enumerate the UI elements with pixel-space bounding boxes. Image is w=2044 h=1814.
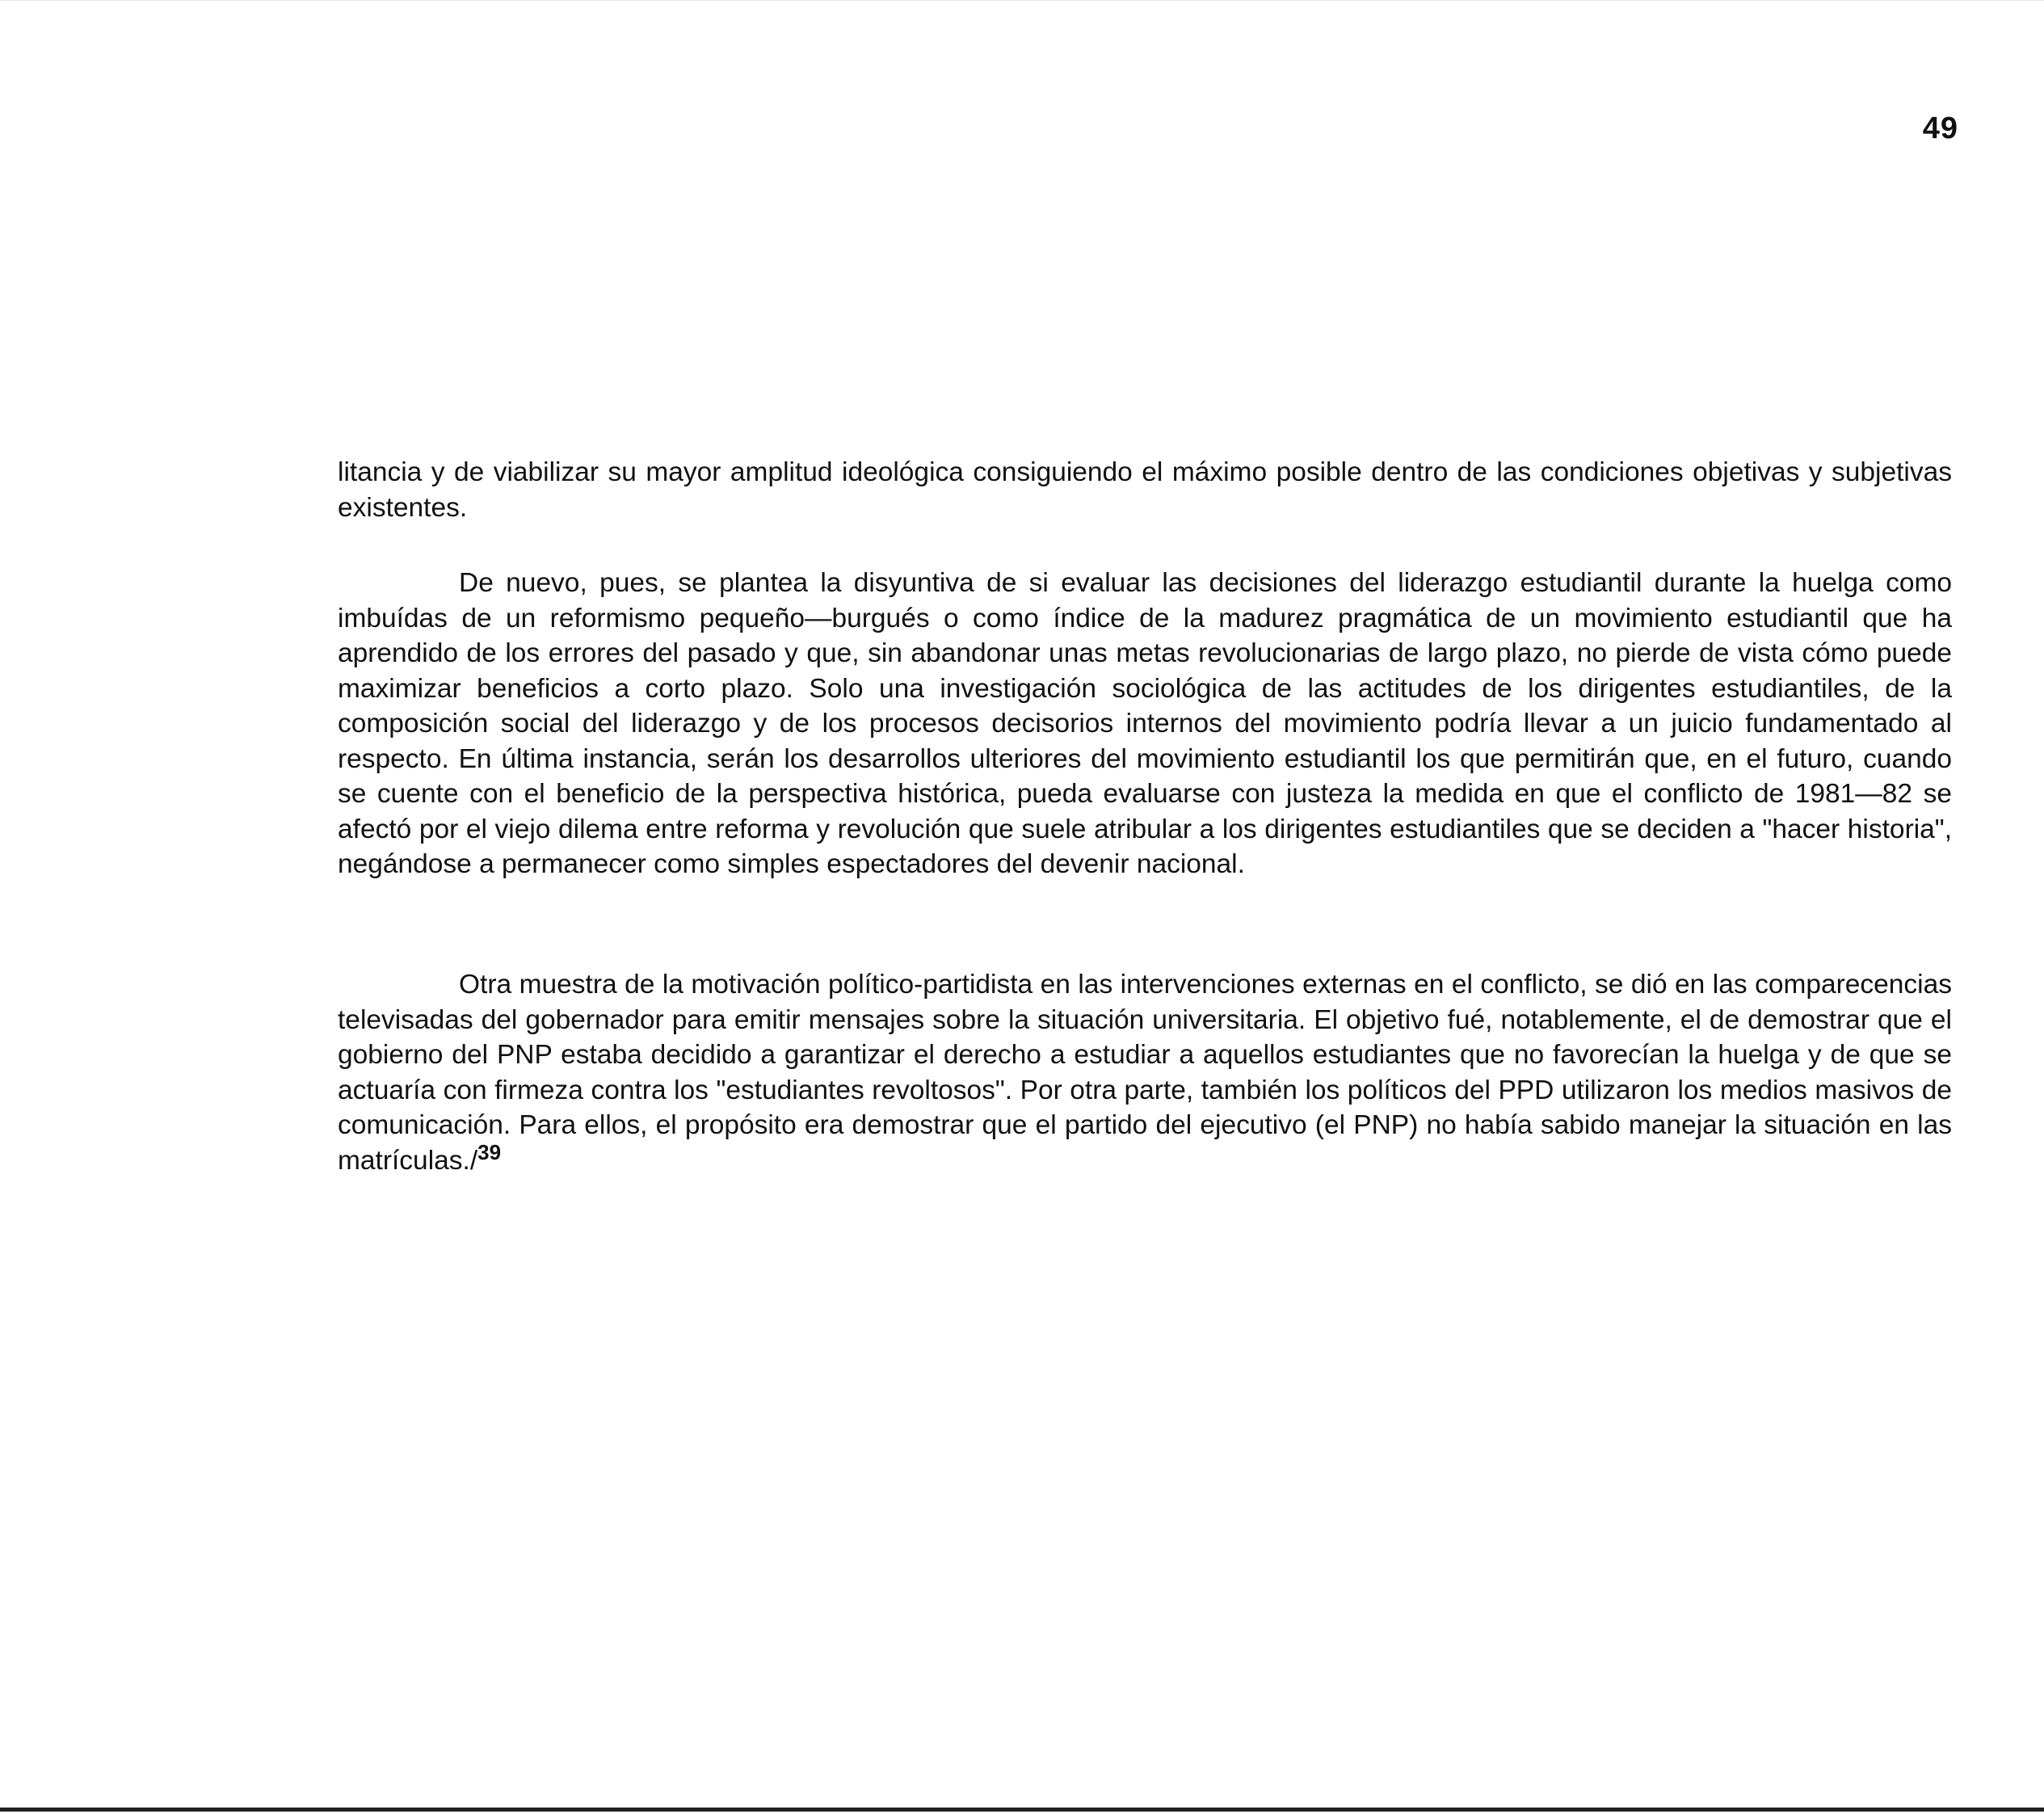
footnote-reference[interactable]: 39 <box>477 1139 502 1164</box>
bottom-edge-rule <box>0 1808 2044 1812</box>
page-number: 49 <box>1922 112 1958 145</box>
paragraph-text: Otra muestra de la motivación político-partidista en las intervenciones externas en el conflicto, se dió en las comparecencias televisadas del gobernador para emitir mensajes sobre la situación universitaria. El objetivo fué, notablemente, el de demostrar que el gobierno del PNP estaba decidido a garantizar el derecho a estudiar a aquellos estudiantes que no favorecían la huelga y de que se actuaría con firmeza contra los "estudiantes revoltosos". Por otra parte, también los políticos del PPD utilizaron los medios masivos de comunicación. Para ellos, el propósito era demostrar que el partido del ejecutivo (el PNP) no había sabido manejar la situación en las matrículas./ <box>338 970 1952 1176</box>
paragraph-dilemma: De nuevo, pues, se plantea la disyuntiva de si evaluar las decisiones del liderazgo estudiantil durante la huelga como imbuídas de un reformismo pequeño—burgués o como índice de la madurez pragmática de un movimiento estudiantil que ha aprendido de los errores del pasado y que, sin abandonar unas metas revolucionarias de largo plazo, no pierde de vista cómo puede maximizar beneficios a corto plazo. Solo una investigación sociológica de las actitudes de los dirigentes estudiantiles, de la composición social del liderazgo y de los procesos decisorios internos del movimiento podría llevar a un juicio fundamentado al respecto. En última instancia, serán los desarrollos ulteriores del movimiento estudiantil los que permitirán que, en el futuro, cuando se cuente con el beneficio de la perspectiva histórica, pueda evaluarse con justeza la medida en que el conflicto de 1981—82 se afectó por el viejo dilema entre reforma y revolución que suele atribular a los dirigentes estudiantiles que se deciden a "hacer historia", negándose a permanecer como simples espectadores del devenir nacional. <box>338 568 1952 879</box>
top-edge-rule <box>0 0 2044 1</box>
paragraph-political-motivation <box>338 967 1952 1178</box>
paragraph-continuation: litancia y de viabilizar su mayor amplitud ideológica consiguiendo el máximo posible dentro de las condiciones objetivas y subjetivas existentes. <box>338 457 1952 523</box>
